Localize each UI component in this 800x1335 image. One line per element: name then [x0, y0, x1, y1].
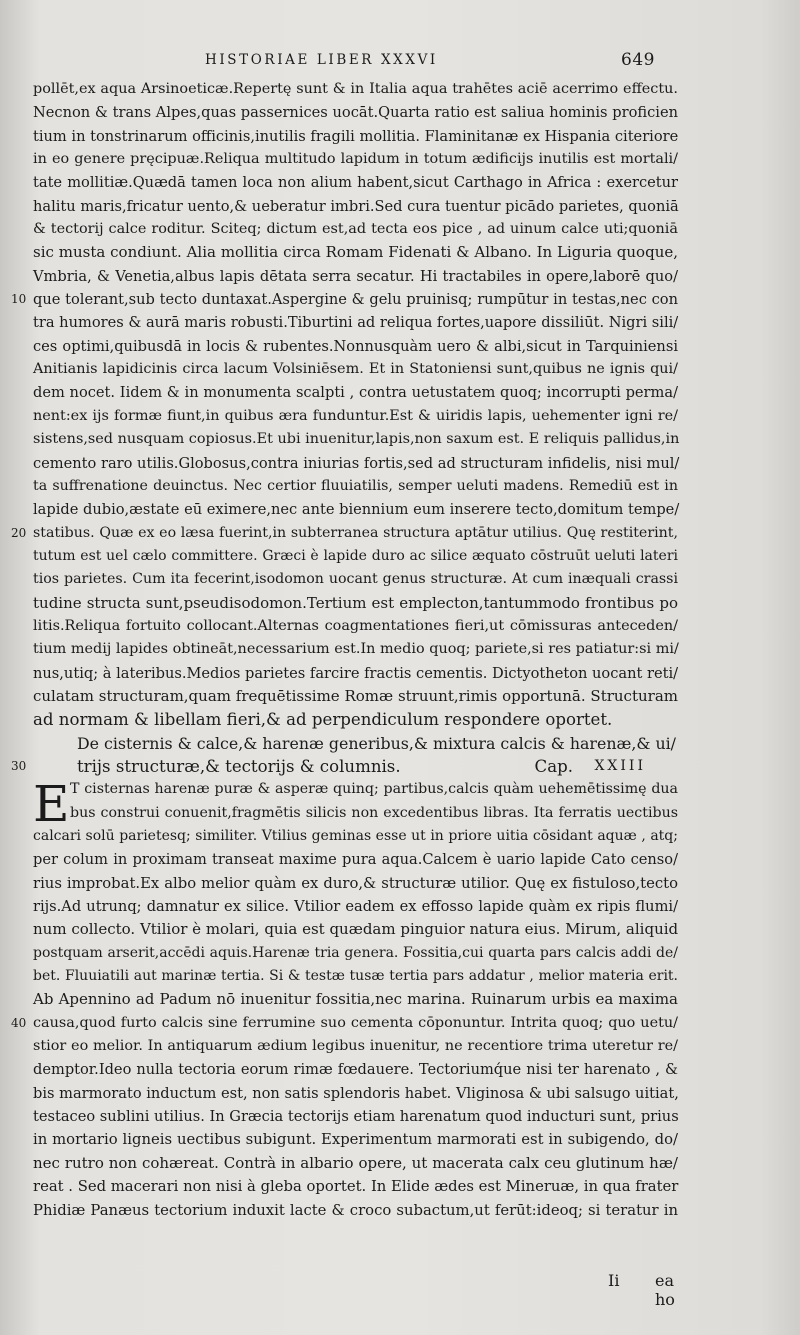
- text-line: rijs.Ad utrunq; damnatur ex silice. Vtilior eadem ex effosso lapide quàm ex ripis flumi/: [33, 898, 678, 916]
- text-line: per colum in proximam transeat maxime pura aqua.Calcem è uario lapide Cato censo/: [33, 851, 678, 869]
- text-line: tium medij lapides obtineāt,necessarium est.In medio quoq; pariete,si res patiatur:si mi/: [33, 641, 679, 658]
- text-block: [11, 78, 680, 1309]
- text-line: reat . Sed macerari non nisi à gleba oportet. In Elide ædes est Mineruæ, in qua frater: [33, 1178, 679, 1196]
- text-line: rius improbat.Ex albo melior quàm ex duro,& structuræ utilior. Quę ex fistuloso,tecto: [33, 874, 678, 892]
- text-line: ta suffrenatione deuinctus. Nec certior fluuiatilis, semper ueluti madens. Remediū est in: [33, 477, 678, 494]
- text-line-numbered: [11, 288, 678, 311]
- running-title: HISTORIAE LIBER XXXVI: [205, 52, 438, 68]
- chapter-number: XXIII: [594, 757, 646, 774]
- running-head: [205, 52, 655, 72]
- text-line: bis marmorato inductum est, non satis splendoris habet. Vliginosa & ubi salsugo uitiat,: [33, 1084, 679, 1102]
- text-line: que tolerant,sub tecto duntaxat.Aspergine & gelu pruinisq; rumpūtur in testas,nec con: [33, 291, 678, 309]
- text-line: pollēt,ex aqua Arsinoeticæ.Repertę sunt & in Italia aqua trahētes aciē acerrimo effectu.: [33, 81, 678, 97]
- text-line: calcari solū parietesq; similiter. Vtilius geminas esse ut in priore uitia cōsidant aquæ , atq;: [33, 828, 678, 844]
- text-line: [33, 1245, 678, 1268]
- line-number: 20: [11, 525, 27, 540]
- page-number: 649: [621, 50, 655, 70]
- text-line: lapide dubio,æstate eū eximere,nec ante biennium eum inserere tecto,domitum tempe/: [33, 501, 680, 519]
- text-line: Ab Apennino ad Padum nō inuenitur fossitia,nec marina. Ruinarum urbis ea maxima: [33, 990, 678, 1009]
- text-line: tate mollitiæ.Quædā tamen loca non alium habent,sicut Carthago in Africa : exercetur: [33, 174, 678, 192]
- line-number: 10: [11, 292, 27, 307]
- text-line: culatam structuram,quam frequētissime Romæ struunt,rimis opportunā. Structuram: [33, 686, 678, 705]
- page-footer: [33, 1269, 678, 1309]
- text-line: nent:ex ijs formæ fiunt,in quibus æra funduntur.Est & uiridis lapis, uehementer igni re/: [33, 407, 678, 424]
- chapter-heading-continued: [11, 755, 678, 778]
- text-line: testaceo sublini utilius. In Græcia tectorijs etiam harenatum quod inducturi sunt, prius: [33, 1108, 679, 1126]
- text-line: tium in tonstrinarum officinis,inutilis fragili mollitia. Flaminitanæ ex Hispania citeriore: [33, 127, 679, 145]
- text-line: & tectorij calce roditur. Sciteq; dictum est,ad tecta eos pice , ad uinum calce uti;quoniā: [33, 221, 678, 238]
- text-line: tudine structa sunt,pseudisodomon.Tertium est emplecton,tantummodo frontibus po: [33, 593, 678, 612]
- text-line: bet. Fluuiatili aut marinæ tertia. Si & testæ tusæ tertia pars addatur , melior materia erit.: [33, 968, 678, 985]
- text-line: [33, 1222, 678, 1245]
- text-line: tutum est uel cælo committere. Græci è lapide duro ac silice æquato cōstruūt ueluti lateri: [33, 547, 678, 564]
- text-line: causa,quod furto calcis sine ferrumine suo cementa cōponuntur. Intrita quoq; quo uetu/: [33, 1014, 678, 1031]
- text-line: ces optimi,quibusdā in locis & rubentes.Nonnusquàm uero & albi,sicut in Tarquiniensi: [33, 337, 678, 355]
- chapter-label: Cap.: [534, 756, 573, 776]
- text-line: nus,utiq; à lateribus.Medios parietes farcire fractis cementis. Dictyotheton uocant reti/: [33, 664, 679, 682]
- text-line: Vmbria, & Venetia,albus lapis dētata serra secatur. Hi tractabiles in opere,laborē quo/: [33, 267, 678, 285]
- text-line: T cisternas harenæ puræ & asperæ quinq; partibus,calcis quàm uehemētissimę dua: [70, 781, 678, 798]
- text-line-numbered: [11, 522, 678, 545]
- text-line: halitu maris,fricatur uento,& ueberatur imbri.Sed cura tuentur picādo parietes, quoniā: [33, 197, 679, 215]
- text-line: sic musta condiunt. Alia mollitia circa Romam Fidenati & Albano. In Liguria quoque,: [33, 243, 678, 262]
- text-line: tra humores & aurā maris robusti.Tiburtini ad reliqua fortes,uapore dissiliūt. Nigri sili/: [33, 314, 679, 332]
- text-line: Phidiæ Panæus tectorium induxit lacte & croco subactum,ut ferūt:ideoq; si teratur in: [33, 1201, 678, 1219]
- catchword: ea ho: [655, 1270, 675, 1309]
- text-line: postquam arserit,accēdi aquis.Harenæ tria genera. Fossitia,cui quarta pars calcis addi de/: [33, 944, 678, 961]
- text-line: Anitianis lapidicinis circa lacum Volsiniēsem. Et in Statoniensi sunt,quibus ne ignis qui/: [33, 361, 678, 378]
- text-line: in eo genere pręcipuæ.Reliqua multitudo lapidum in totum ædificijs inutilis est mortali/: [33, 151, 678, 168]
- text-line: cemento raro utilis.Globosus,contra iniurias fortis,sed ad structuram infidelis, nisi mul/: [33, 454, 680, 472]
- line-number: 40: [11, 1015, 27, 1030]
- text-line: ad normam & libellam fieri,& ad perpendiculum respondere oportet.: [33, 710, 613, 730]
- text-line-numbered: [11, 1012, 678, 1035]
- text-line: Necnon & trans Alpes,quas passernices uocāt.Quarta ratio est saliua hominis proficien: [33, 104, 678, 122]
- drop-cap: E: [33, 775, 70, 834]
- line-number: 30: [11, 758, 27, 773]
- text-line: tios parietes. Cum ita fecerint,isodomon uocant genus structuræ. At cum inæquali crassi: [33, 571, 678, 588]
- chapter-heading: De cisternis & calce,& harenæ generibus,& mixtura calcis & harenæ,& ui/: [77, 733, 677, 753]
- text-line: statibus. Quæ ex eo læsa fuerint,in subterranea structura aptātur utilius. Quę restiterint,: [33, 524, 678, 541]
- text-line: litis.Reliqua fortuito collocant.Alternas coagmentationes fieri,ut cōmissuras anteceden/: [33, 617, 678, 634]
- text-line: num collecto. Vtilior è molari, quia est quædam pinguior natura eius. Mirum, aliquid: [33, 920, 679, 939]
- chapter-heading-text: trijs structuræ,& tectorijs & columnis.: [77, 756, 401, 776]
- text-line: bus construi conuenit,fragmētis silicis non excedentibus libras. Ita ferratis uectibus: [70, 804, 678, 821]
- text-line: nec rutro non cohæreat. Contrà in albario opere, ut macerata calx ceu glutinum hæ/: [33, 1153, 678, 1172]
- text-line: stior eo melior. In antiquarum ædium legibus inuenitur, ne recentiore trima uteretur re/: [33, 1038, 678, 1055]
- chapter-opening: [33, 775, 678, 834]
- text-line: demptor.Ideo nulla tectoria eorum rimæ fœdauere. Tectoriumq́ue nisi ter harenato , &: [33, 1061, 678, 1079]
- text-line: dem nocet. Iidem & in monumenta scalpti , contra uetustatem quoq; incorrupti perma/: [33, 384, 678, 402]
- text-line: sistens,sed nusquam copiosus.Et ubi inuenitur,lapis,non saxum est. E reliquis pallidus,in: [33, 431, 680, 448]
- text-line: in mortario ligneis uectibus subigunt. Experimentum marmorati est in subigendo, do/: [33, 1131, 678, 1149]
- signature-mark: Ii: [608, 1270, 620, 1290]
